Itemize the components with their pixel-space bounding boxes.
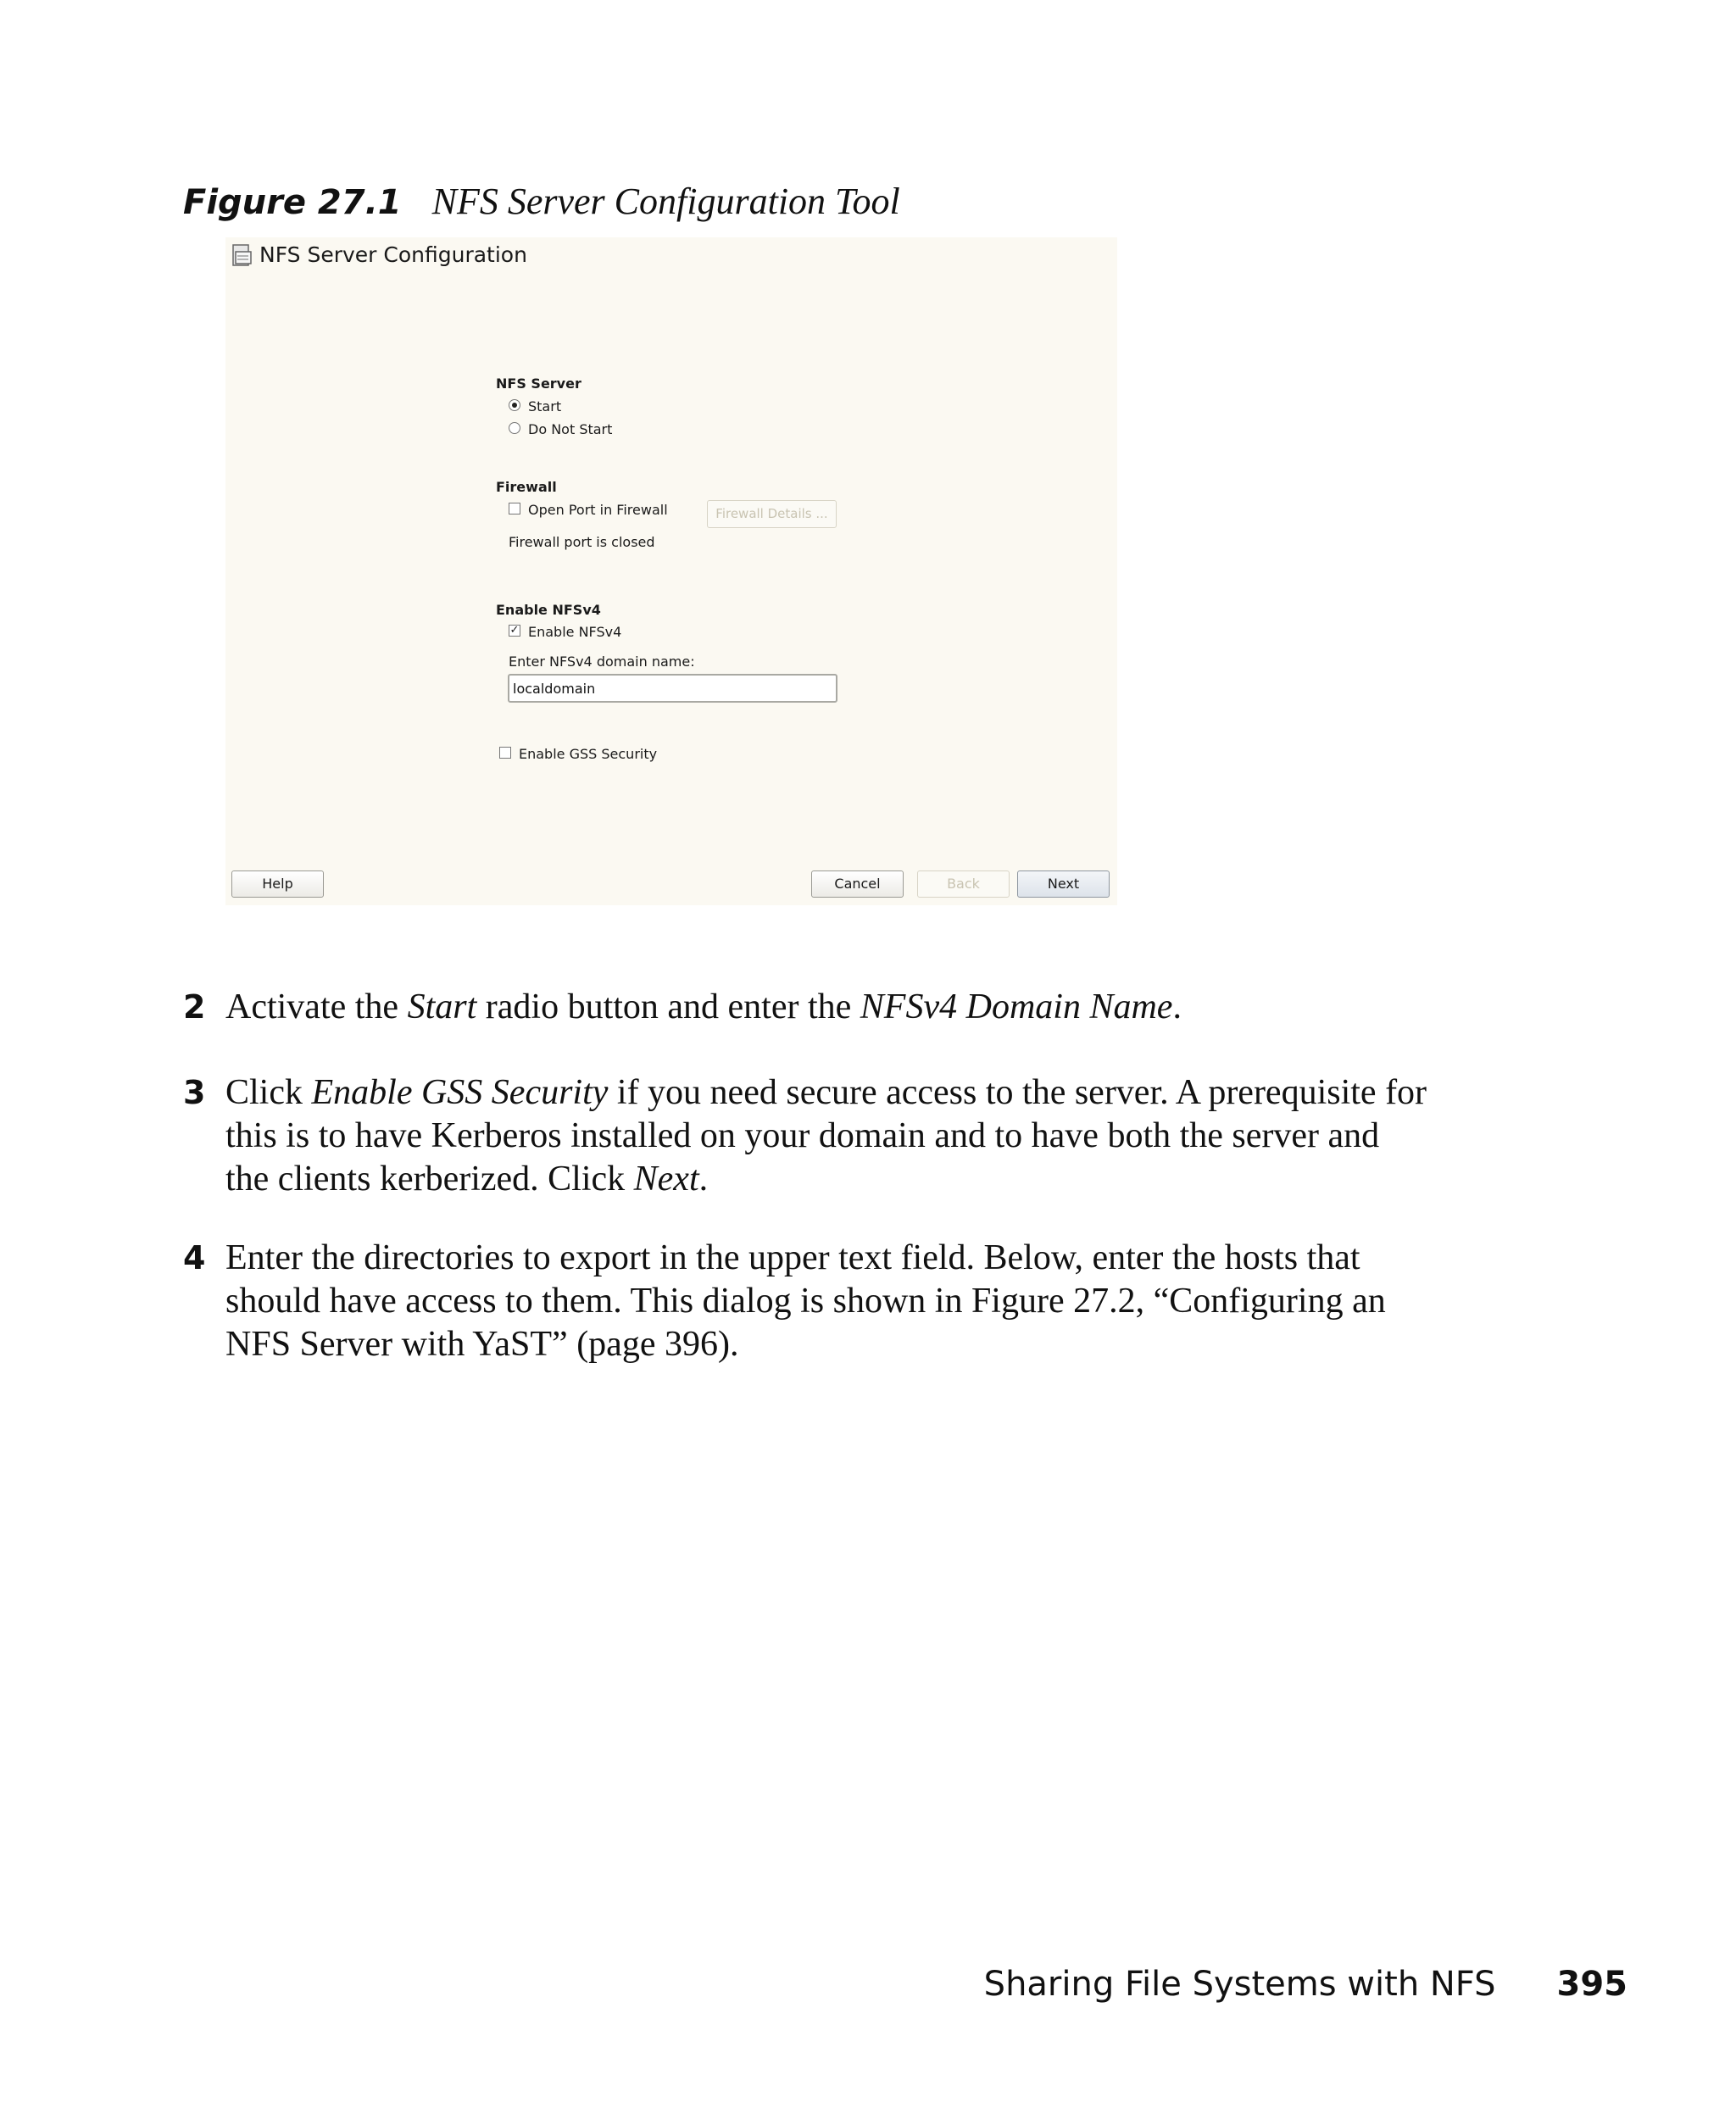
- radio-do-not-start-label[interactable]: Do Not Start: [528, 421, 613, 437]
- page-footer: [984, 1965, 1628, 2004]
- step-text: Enter the directories to export in the upper text field. Below, enter the hosts that should have access to them. This dialog is shown in Figure 27.2, “Configuring an NFS Server with YaST” (page 396).: [225, 1238, 1386, 1364]
- step-emphasis: Next: [633, 1160, 699, 1199]
- nfs-config-dialog: [225, 237, 1117, 905]
- enable-gss-checkbox[interactable]: [499, 747, 511, 759]
- step-text-part: Click: [225, 1073, 312, 1112]
- cancel-button[interactable]: Cancel: [811, 870, 904, 898]
- step-number: 3: [183, 1074, 206, 1111]
- domain-name-input[interactable]: [508, 674, 837, 703]
- step-emphasis: Enable GSS Security: [311, 1073, 609, 1112]
- step-4: [183, 1237, 1429, 1366]
- chapter-title: Sharing File Systems with NFS: [983, 1965, 1496, 2004]
- firewall-status: Firewall port is closed: [509, 534, 655, 550]
- step-3: [183, 1071, 1429, 1201]
- step-2: [183, 986, 1429, 1029]
- step-number: 2: [183, 988, 206, 1026]
- step-number: 4: [183, 1239, 206, 1276]
- nfsv4-heading: Enable NFSv4: [496, 602, 601, 618]
- dialog-title-bar: [231, 242, 527, 267]
- radio-start[interactable]: [509, 399, 520, 411]
- help-button[interactable]: Help: [231, 870, 324, 898]
- nfs-server-heading: NFS Server: [496, 375, 581, 392]
- firewall-heading: Firewall: [496, 479, 557, 495]
- step-text: [225, 1071, 1429, 1201]
- enable-gss-label[interactable]: Enable GSS Security: [519, 746, 658, 762]
- enable-nfsv4-checkbox[interactable]: ✓: [509, 624, 520, 637]
- figure-label: Figure 27.1: [183, 183, 402, 222]
- figure-caption: [183, 180, 900, 223]
- step-text: [225, 986, 1429, 1029]
- dialog-title: NFS Server Configuration: [259, 242, 527, 267]
- step-text-part: .: [1172, 987, 1182, 1026]
- open-port-label[interactable]: Open Port in Firewall: [528, 502, 668, 518]
- figure-title: NFS Server Configuration Tool: [431, 181, 900, 222]
- radio-do-not-start[interactable]: [509, 422, 520, 434]
- step-text-part: Activate the: [225, 987, 408, 1026]
- step-emphasis: NFSv4 Domain Name: [860, 987, 1173, 1026]
- domain-name-label: Enter NFSv4 domain name:: [509, 654, 695, 670]
- step-text-part: .: [698, 1160, 709, 1199]
- firewall-details-button[interactable]: Firewall Details ...: [707, 500, 837, 528]
- back-button[interactable]: Back: [917, 870, 1010, 898]
- radio-start-label[interactable]: Start: [528, 398, 562, 414]
- server-config-icon: [231, 243, 253, 267]
- page-number: 395: [1556, 1965, 1628, 2004]
- step-text-part: radio button and enter the: [476, 987, 860, 1026]
- step-emphasis: Start: [407, 987, 477, 1026]
- enable-nfsv4-label[interactable]: Enable NFSv4: [528, 624, 622, 640]
- next-button[interactable]: Next: [1017, 870, 1110, 898]
- open-port-checkbox[interactable]: [509, 503, 520, 514]
- step-text-part: if you need secure access to the server. A prerequisite for this is to have Kerberos installed on your domain and to have both the server and the clients kerberized. Click: [225, 1073, 1427, 1199]
